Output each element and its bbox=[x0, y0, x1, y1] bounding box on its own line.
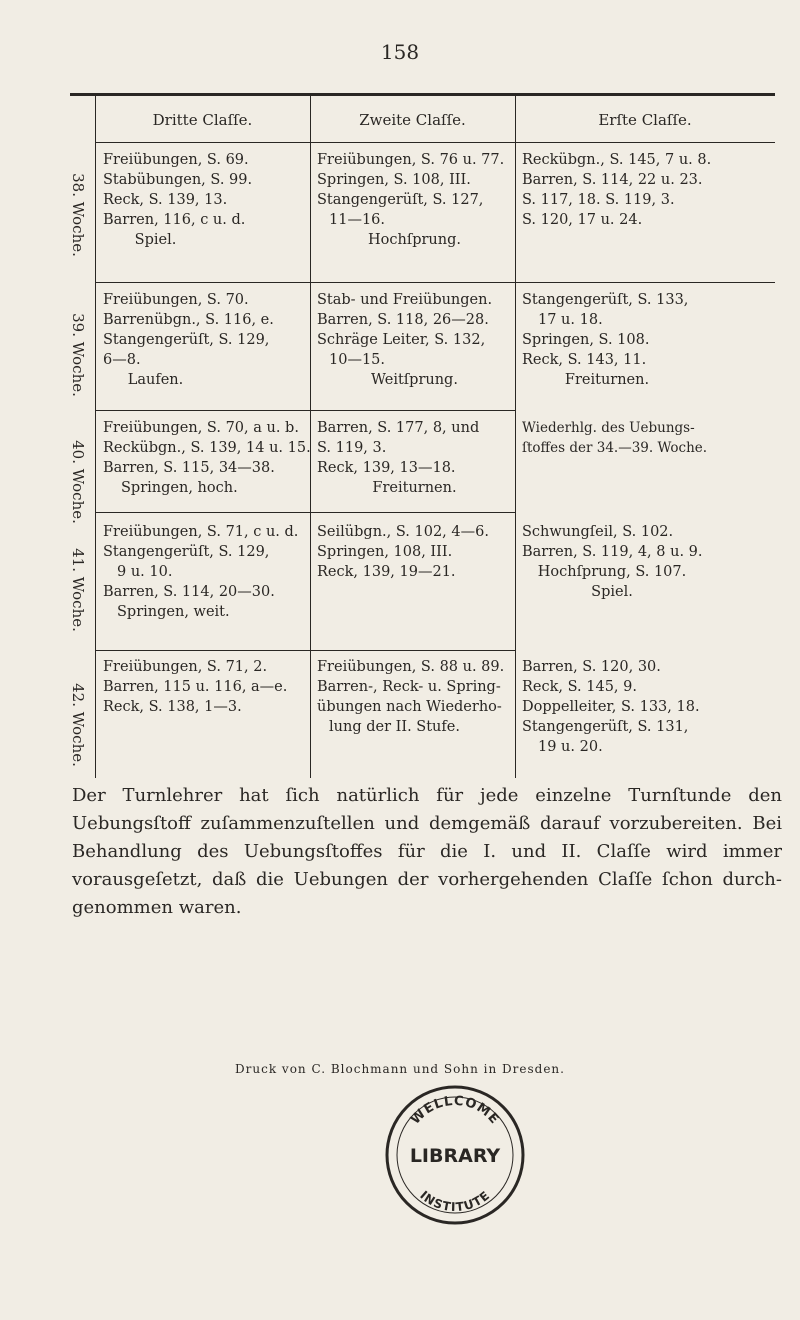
table-cell: Freiübungen, S. 70. Barrenübgn., S. 116, e. Stangengerüſt, S. 129, 6—8. Laufen. bbox=[103, 292, 274, 388]
svg-text:INSTITUTE bbox=[417, 1188, 493, 1214]
week-label-39: 39. Woche. bbox=[69, 313, 87, 397]
table-cell: Stangengerüſt, S. 133, 17 u. 18. Springen, S. 108. Reck, S. 143, 11. Freiturnen. bbox=[522, 292, 689, 388]
week-label-42: 42. Woche. bbox=[69, 683, 87, 767]
header-rule bbox=[95, 142, 775, 143]
table-cell: Freiübungen, S. 70, a u. b. Reckübgn., S. 139, 14 u. 15. Barren, S. 115, 34—38. Springen, hoch. bbox=[103, 420, 311, 496]
week-label-41: 41. Woche. bbox=[69, 548, 87, 632]
table-cell: Schwungſeil, S. 102. Barren, S. 119, 4, 8 u. 9. Hochſprung, S. 107. Spiel. bbox=[522, 524, 703, 600]
header-second-class: Zweite Claſſe. bbox=[359, 111, 466, 129]
table-cell: Freiübungen, S. 88 u. 89. Barren-, Reck- u. Spring- übungen nach Wiederho- lung der II. Stufe. bbox=[317, 659, 505, 735]
table-cell: Stab- und Freiübungen. Barren, S. 118, 26—28. Schräge Leiter, S. 132, 10—15. Weitſprung. bbox=[317, 292, 493, 388]
table-top-rule bbox=[70, 93, 775, 96]
printer-imprint: Druck von C. Blochmann und Sohn in Dresden. bbox=[235, 1062, 565, 1076]
table-cell: Barren, S. 120, 30. Reck, S. 145, 9. Doppelleiter, S. 133, 18. Stangengerüſt, S. 131, 19 u. 20. bbox=[522, 659, 700, 755]
table-cell: Barren, S. 177, 8, und S. 119, 3. Reck, 139, 13—18. Freiturnen. bbox=[317, 420, 480, 496]
table-cell: Freiübungen, S. 69. Stabübungen, S. 99. Reck, S. 139, 13. Barren, 116, c u. d. Spiel. bbox=[103, 152, 253, 248]
stamp-middle-text: LIBRARY bbox=[409, 1145, 501, 1167]
week-label-40: 40. Woche. bbox=[69, 440, 87, 524]
week-column-divider bbox=[95, 96, 96, 778]
header-third-class: Dritte Claſſe. bbox=[152, 111, 253, 129]
row-rule-4 bbox=[95, 650, 515, 651]
row-rule-2 bbox=[95, 410, 515, 411]
stamp-top-text: WELLCOME bbox=[408, 1093, 503, 1128]
table-cell: Seilübgn., S. 102, 4—6. Springen, 108, III. Reck, 139, 19—21. bbox=[317, 524, 489, 580]
stamp-bottom-text: INSTITUTE bbox=[417, 1188, 493, 1215]
page-number: 158 bbox=[380, 40, 420, 64]
svg-text:WELLCOME bbox=[408, 1094, 502, 1128]
body-paragraph: Der Turnlehrer hat ſich natürlich für jede einzelne Turnſtunde den Uebungsſtoff zuſammenzuſtellen und demgemäß darauf vorzubereiten. Bei Behandlung des Uebungsſtoffes für die I. und II. Claſſe wird immer vorausgeſetzt, daß die Uebungen der vorhergehenden Claſſe ſchon durch-genommen waren. bbox=[72, 785, 782, 918]
row-rule-3 bbox=[95, 512, 515, 513]
column-divider-2 bbox=[515, 96, 516, 778]
row-rule-1 bbox=[95, 282, 775, 283]
table-cell: Freiübungen, S. 71, 2. Barren, 115 u. 116, a—e. Reck, S. 138, 1—3. bbox=[103, 659, 288, 715]
table-cell: Reckübgn., S. 145, 7 u. 8. Barren, S. 114, 22 u. 23. S. 117, 18. S. 119, 3. S. 120, 17 u. 24. bbox=[522, 152, 712, 228]
table-cell: Wiederhlg. des Uebungs- ſtoffes der 34.—39. Woche. bbox=[522, 420, 708, 456]
table-cell: Freiübungen, S. 71, c u. d. Stangengerüſt, S. 129, 9 u. 10. Barren, S. 114, 20—30. Springen, weit. bbox=[103, 524, 299, 620]
table-cell: Freiübungen, S. 76 u. 77. Springen, S. 108, III. Stangengerüſt, S. 127, 11—16. Hochſprung. bbox=[317, 152, 505, 248]
week-label-38: 38. Woche. bbox=[69, 173, 87, 257]
header-first-class: Erſte Claſſe. bbox=[598, 111, 692, 129]
library-stamp bbox=[380, 1080, 530, 1230]
